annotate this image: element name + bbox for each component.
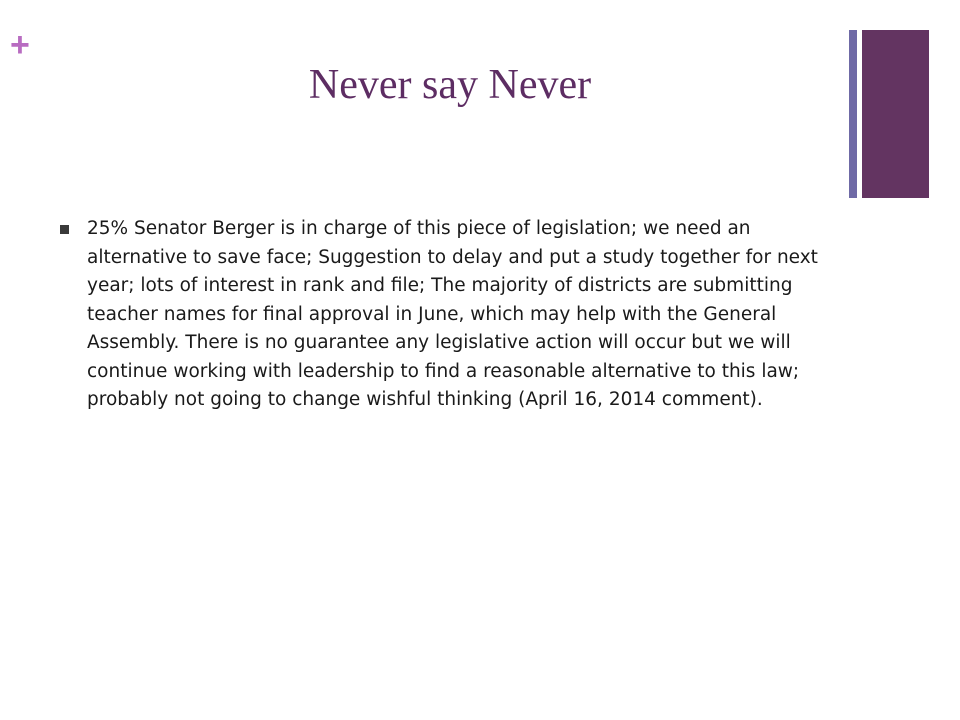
- accent-bar-thin: [849, 30, 857, 198]
- plus-decoration: +: [10, 26, 30, 64]
- bullet-item: [60, 215, 830, 415]
- accent-bar-thick: [862, 30, 929, 198]
- slide-content: [60, 215, 830, 415]
- slide-title: Never say Never: [308, 62, 592, 108]
- square-bullet-icon: [60, 225, 69, 234]
- bullet-text: 25% Senator Berger is in charge of this piece of legislation; we need an alternative to save face; Suggestion to delay and put a study together for next year; lots of interest in rank and file; The majority of districts are submitting teacher names for final approval in June, which may help with the General Assembly. There is no guarantee any legislative action will occur but we will continue working with leadership to find a reasonable alternative to this law; probably not going to change wishful thinking (April 16, 2014 comment).: [87, 218, 818, 410]
- bullet-list: [60, 215, 830, 415]
